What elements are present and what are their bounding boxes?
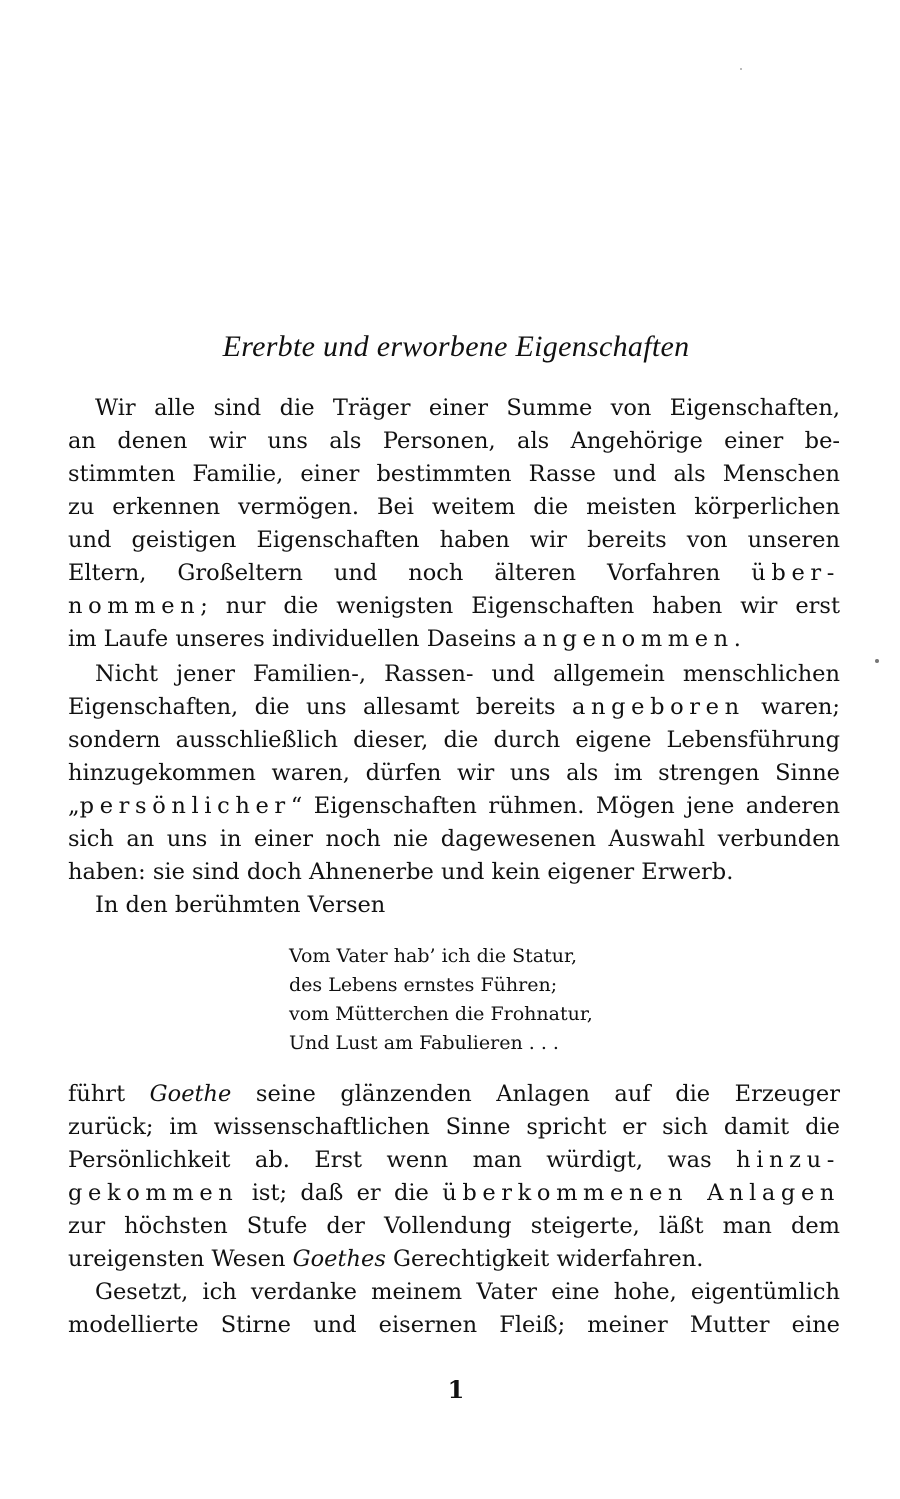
poem-line: des Lebens ernstes Führen;	[289, 974, 558, 996]
text-line: hinzugekommen waren, dürfen wir uns als im strengen Sinne	[68, 760, 840, 786]
chapter-title: Ererbte und erworbene Eigenschaften	[222, 330, 690, 363]
spaced-emphasis: nommen	[68, 593, 201, 619]
text-run: Persönlichkeit ab. Erst wenn man würdigt, was	[68, 1147, 712, 1173]
spaced-emphasis: überkommenen Anlagen	[442, 1180, 841, 1206]
text-run: Eltern, Großeltern und noch älteren Vorfahren	[68, 560, 721, 586]
text-line: haben: sie sind doch Ahnenerbe und kein eigener Erwerb.	[68, 859, 734, 885]
text-line: zur höchsten Stufe der Vollendung steigerte, läßt man dem	[68, 1213, 840, 1239]
text-line: modellierte Stirne und eisernen Fleiß; meiner Mutter eine	[68, 1312, 840, 1338]
margin-dot	[875, 659, 879, 663]
text-line	[68, 1177, 840, 1210]
text-run: Eigenschaften, die uns allesamt bereits	[68, 694, 556, 720]
spaced-emphasis: hinzu-	[736, 1147, 841, 1173]
text-line	[68, 623, 840, 656]
text-run: Gerechtigkeit widerfahren.	[393, 1246, 704, 1272]
text-run: seine glänzenden Anlagen auf die Erzeuger	[255, 1081, 840, 1107]
poem-line: Und Lust am Fabulieren . . .	[289, 1032, 559, 1054]
spaced-emphasis: angeboren	[571, 694, 745, 720]
poem-line: Vom Vater hab’ ich die Statur,	[289, 945, 577, 967]
paper-speck	[740, 68, 742, 70]
text-line	[68, 691, 840, 724]
text-line: an denen wir uns als Personen, als Angehörige einer be-	[68, 428, 840, 454]
text-run: ureigensten Wesen	[68, 1246, 286, 1272]
poem-line: vom Mütterchen die Frohnatur,	[289, 1003, 593, 1025]
text-run: waren;	[761, 694, 840, 720]
spaced-emphasis: über-	[751, 560, 840, 586]
text-line: zu erkennen vermögen. Bei weitem die meisten körperlichen	[68, 494, 840, 520]
text-line	[68, 590, 840, 623]
text-line: Gesetzt, ich verdanke meinem Vater eine hohe, eigentümlich	[95, 1279, 840, 1305]
text-run: im Laufe unseres individuellen Daseins	[68, 626, 517, 652]
text-line: und geistigen Eigenschaften haben wir bereits von unseren	[68, 527, 840, 553]
text-line: Nicht jener Familien-, Rassen- und allgemein menschlichen	[95, 661, 840, 687]
text-run: „	[68, 793, 80, 819]
poem-quote	[289, 942, 593, 1058]
text-run: führt	[68, 1081, 126, 1107]
page-number: 1	[447, 1375, 465, 1404]
text-line	[68, 557, 840, 590]
text-run: .	[733, 626, 741, 652]
text-line: Wir alle sind die Träger einer Summe von Eigenschaften,	[95, 395, 840, 421]
italic-name: Goethe	[149, 1081, 232, 1107]
text-run: ist; daß er die	[251, 1180, 429, 1206]
italic-name: Goethes	[292, 1246, 386, 1272]
text-line: sich an uns in einer noch nie dagewesenen Auswahl verbunden	[68, 826, 840, 852]
text-line: stimmten Familie, einer bestimmten Rasse und als Menschen	[68, 461, 840, 487]
spaced-emphasis: angenommen	[523, 626, 734, 652]
text-line: sondern ausschließlich dieser, die durch eigene Lebensführung	[68, 727, 840, 753]
text-run: “ Eigenschaften rühmen. Mögen jene anderen	[290, 793, 840, 819]
text-run: ; nur die wenigsten Eigenschaften haben wir erst	[200, 593, 840, 619]
text-line	[68, 790, 840, 823]
text-line	[68, 1243, 840, 1276]
text-line: zurück; im wissenschaftlichen Sinne spricht er sich damit die	[68, 1114, 840, 1140]
spaced-emphasis: persönlicher	[79, 793, 291, 819]
text-line	[68, 1144, 840, 1177]
text-line	[68, 1078, 840, 1111]
spaced-emphasis: gekommen	[68, 1180, 239, 1206]
text-line: In den berühmten Versen	[95, 892, 386, 918]
